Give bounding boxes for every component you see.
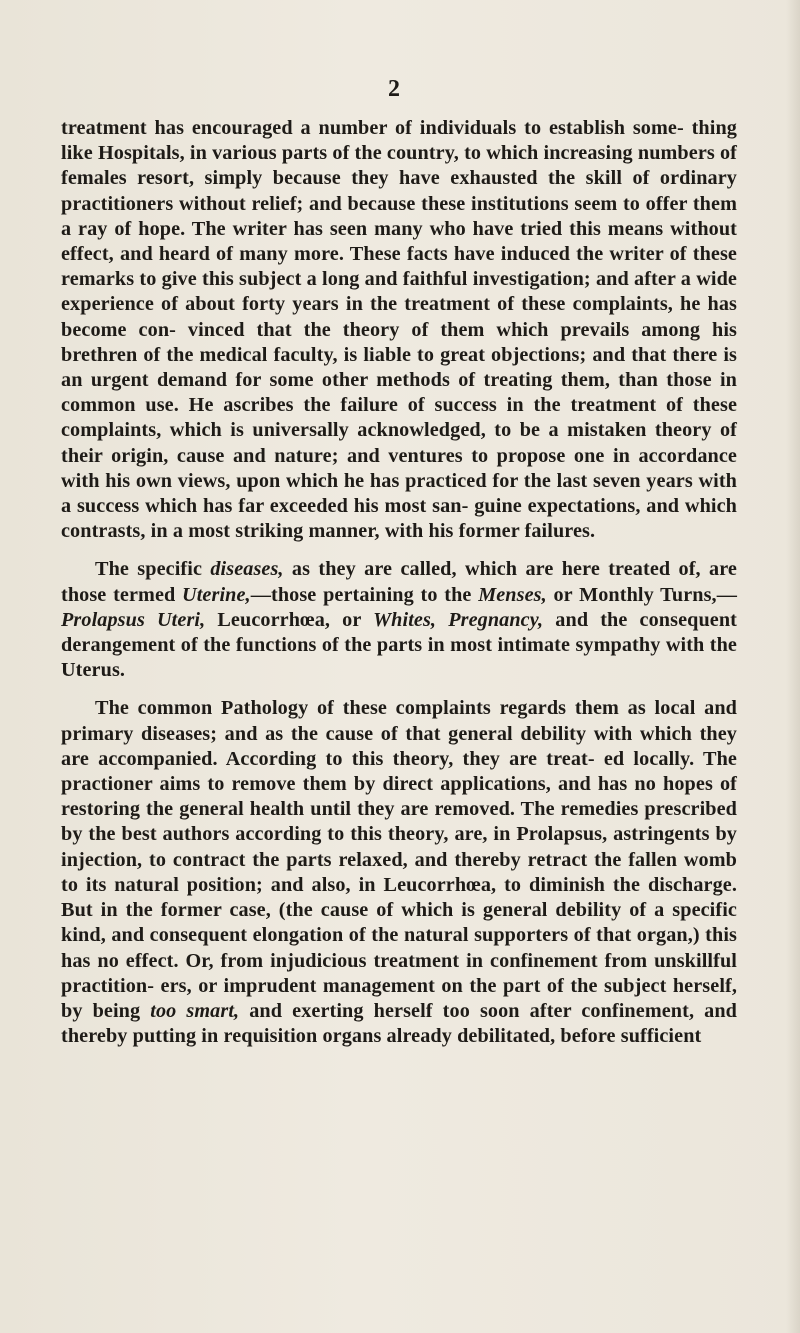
page-number: 2 bbox=[388, 76, 400, 102]
italic-text: Whites, bbox=[373, 608, 437, 631]
text-run: The common Pathology of these complaints regards them as local and primary diseases; and as the cause of that general debility with which they are accompanied. According to this theory, they are treat- ed locally. The practioner aims to remove them by direct applications, and has no hopes of restoring the general health until they are removed. The remedies prescribed by the best authors according to this theory, are, in Prolapsus, astringents by injection, to contract the parts relaxed, and thereby retract the fallen womb to its natural position; and also, in Leucorrhœa, to diminish the discharge. But in the former case, (the cause of which is general debility of a specific kind, and consequent elongation of the natural supporters of that organ,) this has no effect. Or, from injudicious treatment in confinement from unskillful practition- ers, or imprudent management on the part of the subject herself, by being bbox=[61, 697, 737, 1022]
text-run: as they are called, which are here treated of, are those termed bbox=[61, 558, 737, 606]
text-run: —those pertaining to the bbox=[250, 583, 479, 606]
paragraph-2 bbox=[61, 557, 737, 683]
italic-text: Prolapsus Uteri, bbox=[61, 608, 206, 631]
text-run: The specific bbox=[95, 558, 211, 581]
italic-text: diseases, bbox=[210, 558, 284, 581]
text-run: and exerting herself too soon after confinement, and thereby putting in requisition organs already debilitated, before sufficient bbox=[61, 999, 738, 1048]
text-run: treatment has encouraged a number of individuals to establish some- thing like Hospitals, in various parts of the country, to which increasing numbers of females resort, simply because they have exhausted the skill of ordinary practitioners without relief; and because these institutions seem to offer them a ray of hope. The writer has seen many who have tried this means without effect, and heard of many more. These facts have induced the writer of these remarks to give this subject a long and faithful investigation; and after a wide experience of about forty years in the treatment of these complaints, he has become con- vinced that the theory of them which prevails among his brethren of the medical faculty, is liable to great objections; and that there is an urgent demand for some other methods of treating them, than those in common use. He ascribes the failure of success in the treatment of these complaints, which is universally acknowledged, to be a mistaken theory of their origin, cause and nature; and ventures to propose one in accordance with his own views, upon which he has practiced for the last seven years with a success which has far exceeded his most san- guine expectations, and which contrasts, in a most striking manner, with his former failures. bbox=[61, 117, 737, 543]
paragraph-1 bbox=[61, 116, 737, 544]
paragraph-3 bbox=[61, 696, 737, 1049]
text-run: or Monthly Turns,— bbox=[546, 583, 737, 606]
italic-text: too smart, bbox=[150, 999, 240, 1022]
text-run: Leucorrhœa, or bbox=[205, 608, 374, 631]
italic-text: Pregnancy, bbox=[448, 608, 544, 631]
text-run bbox=[436, 609, 448, 631]
italic-text: Uterine, bbox=[182, 583, 251, 606]
page-edge-shadow bbox=[786, 0, 800, 1333]
italic-text: Menses, bbox=[478, 583, 547, 606]
text-run: and the consequent derangement of the functions of the parts in most intimate sympathy with the Uterus. bbox=[61, 608, 737, 682]
body-text bbox=[61, 116, 737, 1049]
